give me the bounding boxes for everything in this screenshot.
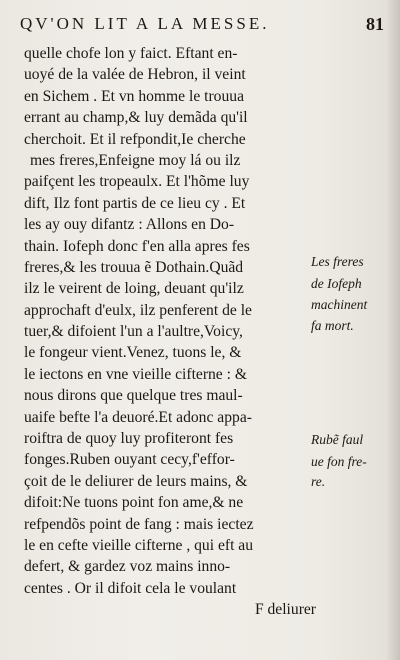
text-line: approchaft d'eulx, ilz penferent de le [24,301,252,319]
text-line: quelle chofe lon y faict. Eftant en- [24,45,238,62]
text-line: uoyé de la valée de Hebron, il veint [24,66,246,84]
text-line: centes . Or il difoit cela le voulant [24,579,237,597]
text-line: ilz le veirent de loing, deuant qu'ilz [24,280,244,298]
margin-note: de Iofeph [311,276,362,291]
page-edge-shadow [386,0,400,660]
text-line: freres,& les trouua ẽ Dothain.Quãd [24,258,244,276]
text-line: refpendõs point de fang : mais iectez [24,515,254,533]
text-line: paifçent les tropeaulx. Et l'hõme luy [24,173,250,191]
body-text [24,43,324,621]
text-line: dift, Ilz font partis de ce lieu cy . Et [24,194,246,212]
text-line: mes freres,Enfeigne moy lá ou ilz [30,151,241,169]
text-line: defert, & gardez voz mains inno- [24,558,231,576]
text-line: le en cefte vieille cifterne , qui eft au [24,536,254,554]
text-line: errant au champ,& luy demãda qu'il [24,109,248,127]
margin-note: ue fon fre- [311,454,367,469]
margin-note: re. [311,474,326,489]
text-line: tuer,& difoient l'un a l'aultre,Voicy, [24,323,243,341]
text-line: çoit de le deliurer de leurs mains, & [24,472,248,490]
margin-note: Rubẽ faul [311,432,364,447]
text-line: roiftra de quoy luy profiteront fes [24,430,234,448]
page-header [20,14,390,38]
text-line: nous dirons que quelque tres maul- [24,387,243,405]
text-line: le fongeur vient.Venez, tuons le, & [24,344,242,362]
text-line: uaife befte l'a deuoré.Et adonc appa- [24,408,252,426]
margin-note: Les freres [311,254,364,269]
text-line: les ay ouy difantz : Allons en Do- [24,216,235,234]
text-line: fonges.Ruben ouyant cecy,f'effor- [24,451,235,469]
page-number: 81 [366,14,384,34]
text-line: en Sichem . Et vn homme le trouua [24,87,244,105]
text-line: le iectons en vne vieille cifterne : & [24,365,247,383]
signature-catchword: F deliurer [254,601,316,619]
margin-note: fa mort. [311,318,354,333]
text-line: cherchoit. Et il refpondit,Ie cherche [24,130,246,148]
text-line: difoit:Ne tuons point fon ame,& ne [24,494,244,512]
text-line: thain. Iofeph donc f'en alla apres fes [24,237,250,255]
running-head: QV'ON LIT A LA MESSE. [20,14,270,33]
margin-note: machinent [311,297,368,312]
